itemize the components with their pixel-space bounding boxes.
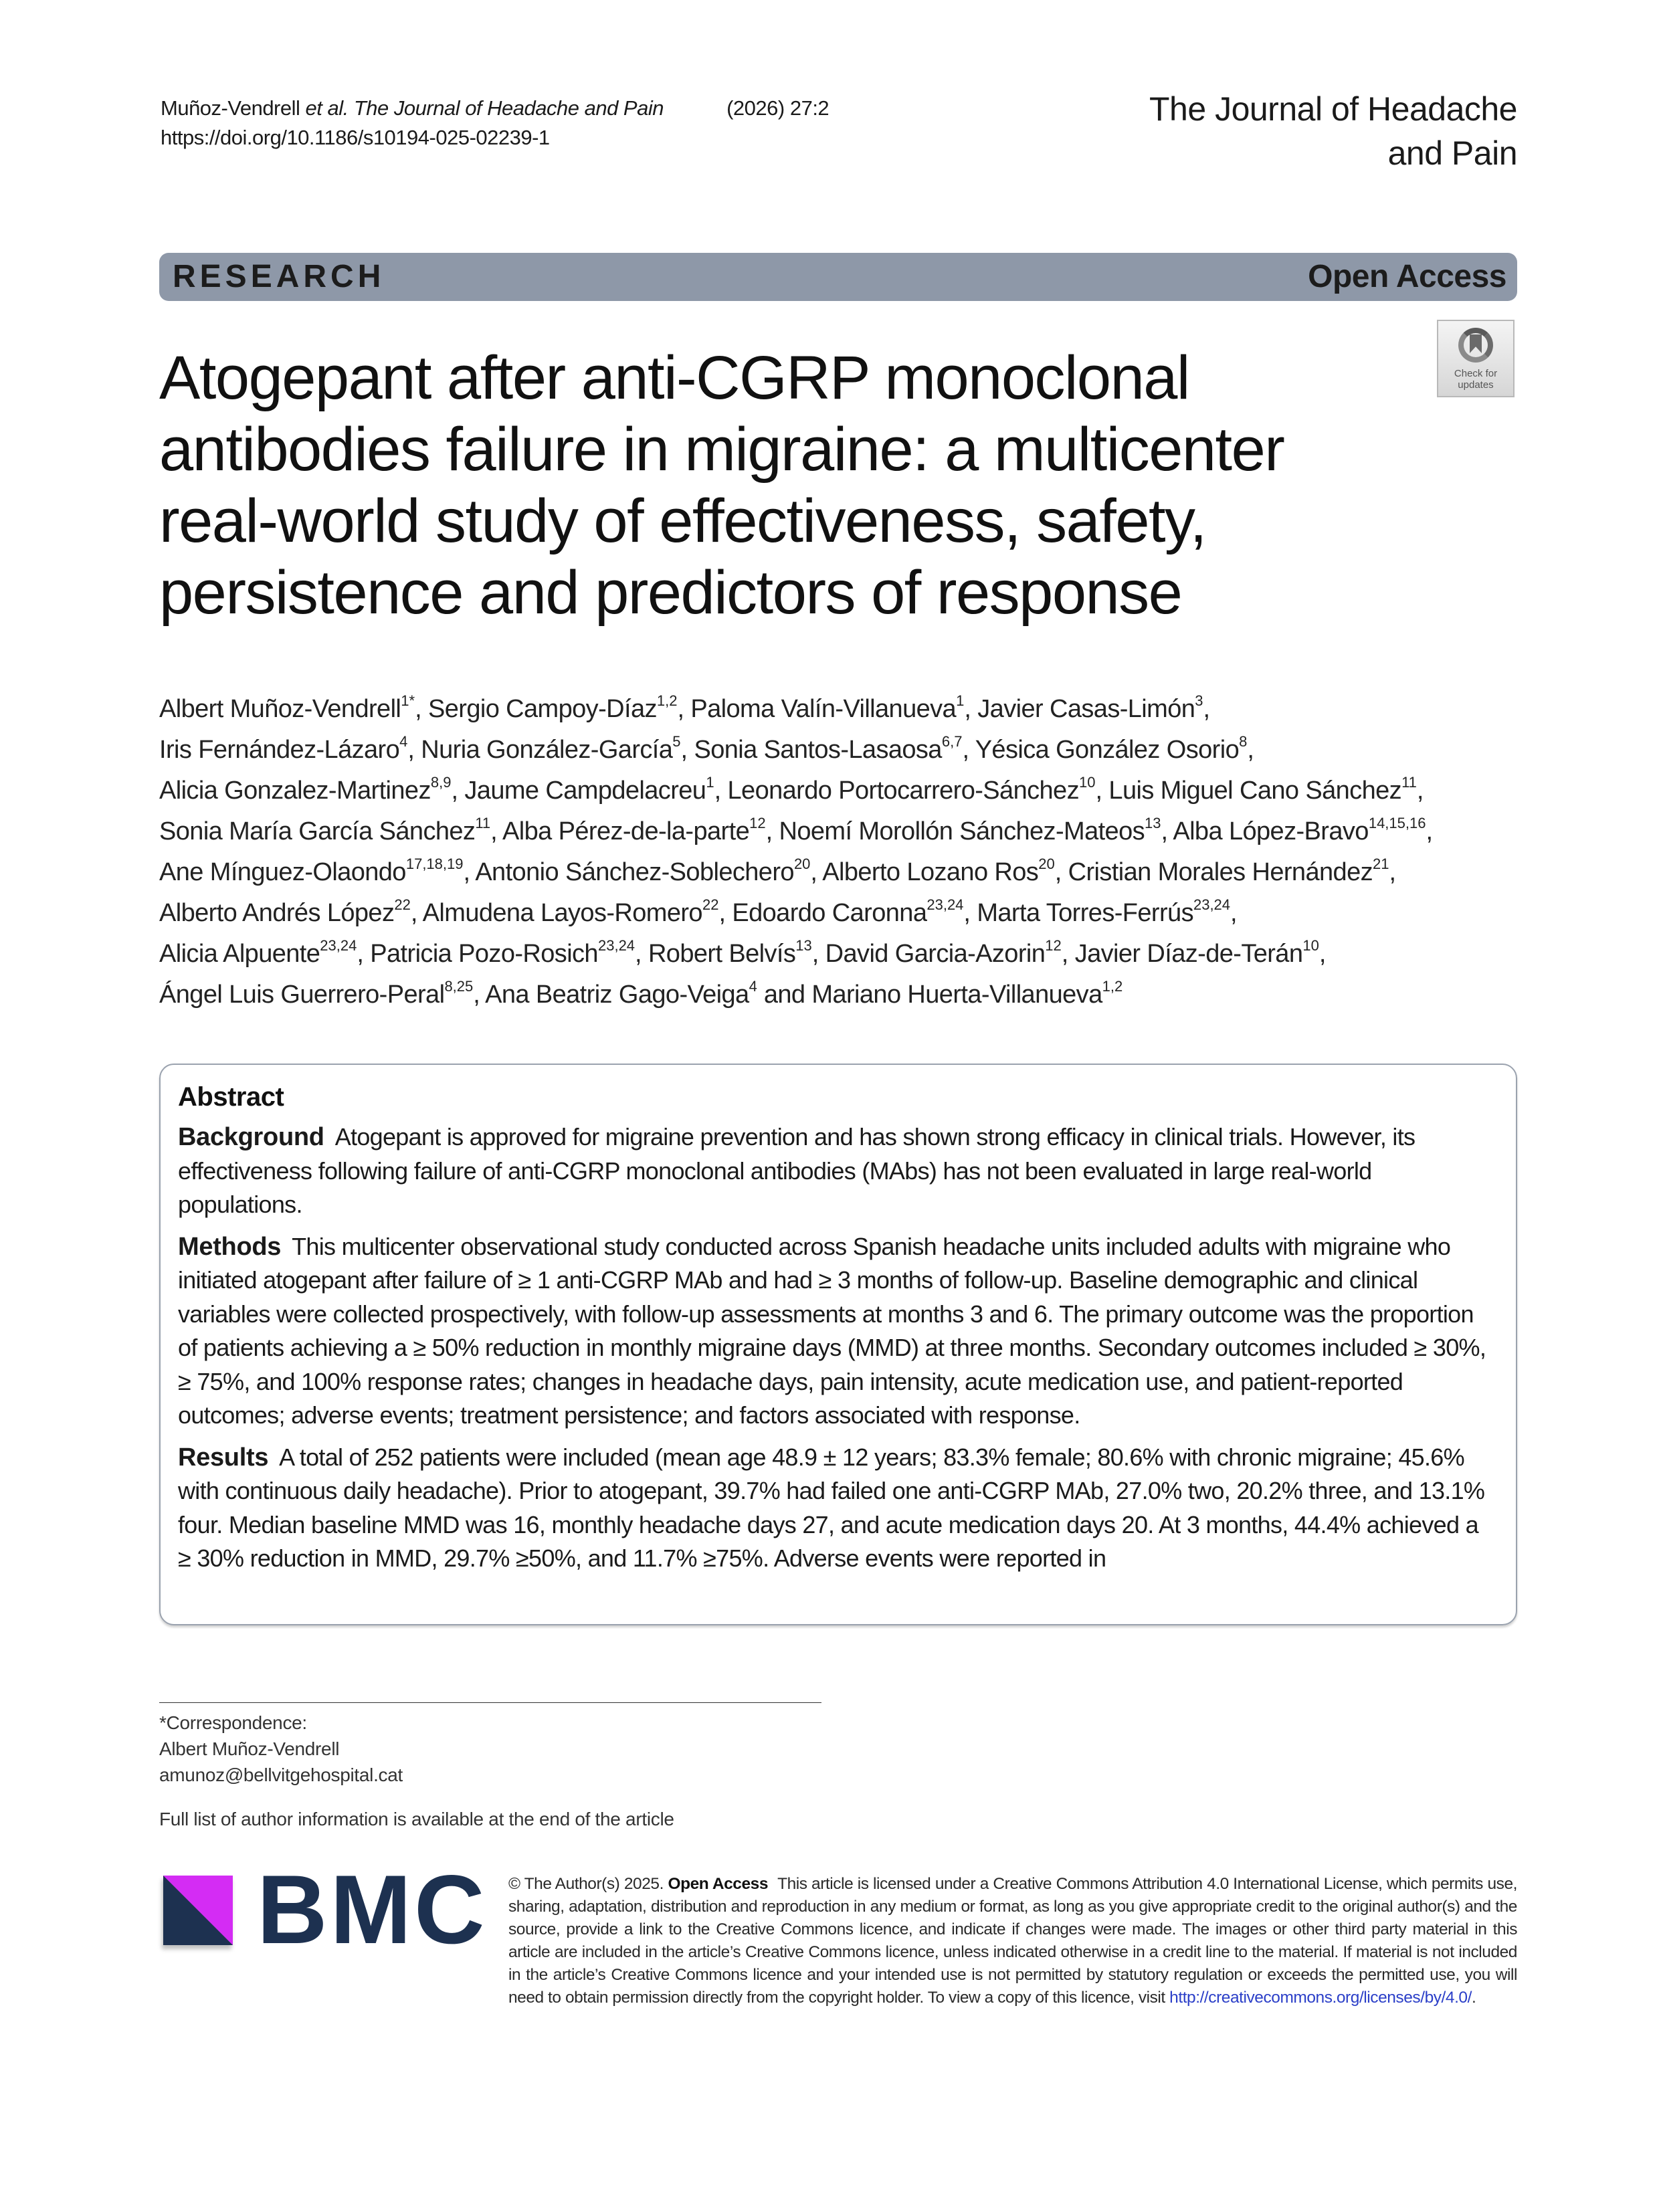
bmc-wordmark: BMC <box>257 1855 488 1964</box>
abstract-content <box>178 1082 1489 1584</box>
check-for-updates-label <box>1438 368 1513 391</box>
author[interactable]: Leonardo Portocarrero-Sánchez$^{10}$ <box>727 774 1096 805</box>
abstract-heading: Abstract <box>178 1082 284 1112</box>
author[interactable]: Noemí Morollón Sánchez-Mateos$^{13}$ <box>779 815 1161 845</box>
correspondence-email[interactable]: amunoz@bellvitgehospital.cat <box>159 1765 403 1785</box>
author[interactable]: Jaume Campdelacreu$^1$ <box>464 774 714 805</box>
author-line: Alicia Alpuente$^{23,24}$, Patricia Pozo-Rosich$^{23,24}$, Robert Belvís$^{13}$, David Garcia-Azorin$^{12}$, Javier Díaz-de-Terán$^{10}$, <box>159 937 1326 968</box>
section-label: Methods <box>178 1232 282 1261</box>
author[interactable]: Ane Mínguez-Olaondo$^{17,18,19}$ <box>159 856 464 886</box>
section-label: Results <box>178 1443 269 1472</box>
author[interactable]: Mariano Huerta-Villanueva$^{1,2}$ <box>811 978 1123 1009</box>
bmc-logo[interactable] <box>163 1855 488 1969</box>
author[interactable]: Alba López-Bravo$^{14,15,16}$ <box>1173 815 1426 845</box>
author-list <box>159 689 1524 1015</box>
doi-link[interactable]: https://doi.org/10.1186/s10194-025-02239-1 <box>161 126 550 149</box>
author[interactable]: Alberto Lozano Ros$^{20}$ <box>822 856 1055 886</box>
full-author-info-note: Full list of author information is available at the end of the article <box>159 1809 674 1829</box>
author[interactable]: Almudena Layos-Romero$^{22}$ <box>422 896 719 927</box>
abstract-section-background <box>178 1120 1489 1222</box>
license-statement <box>508 1873 1517 2009</box>
volume-info: (2026) 27:2 <box>726 96 830 120</box>
author[interactable]: Luis Miguel Cano Sánchez$^{11}$ <box>1108 774 1417 805</box>
section-text: Atogepant is approved for migraine prevention and has shown strong efficacy in clinical trials. However, its effectiveness following failure of anti-CGRP monoclonal antibodies (MAbs) has not been evaluated in large real-world populations. <box>178 1123 1416 1218</box>
title-line: persistence and predictors of response <box>159 559 1182 627</box>
open-access-label: Open Access <box>1308 259 1506 294</box>
author[interactable]: Sonia Santos-Lasaosa$^{6,7}$ <box>694 733 963 764</box>
section-text: This multicenter observational study conducted across Spanish headache units included adults with migraine who initiated atogepant after failure of ≥ 1 anti-CGRP MAb and had ≥ 3 months of follow-up. Baseline demographic and clinical variables were collected prospectively, with follow-up assessments at months 3 and 6. The primary outcome was the proportion of patients achieving a ≥ 50% reduction in monthly migraine days (MMD) at three months. Secondary outcomes included ≥ 30%, ≥ 75%, and 100% response rates; changes in headache days, pain intensity, acute medication use, and patient-reported outcomes; adverse events; treatment persistence; and factors associated with response. <box>178 1232 1486 1429</box>
license-text: This article is licensed under a Creative Commons Attribution 4.0 International License, which permits use, sharing, adaptation, distribution and reproduction in any medium or format, as long as you give appropriate credit to the original author(s) and the source, provide a link to the Creative Commons licence, and indicate if changes were made. The images or other third party material in this article are included in the article’s Creative Commons licence, unless indicated otherwise in a credit line to the material. If material is not included in the article’s Creative Commons licence and your intended use is not permitted by statutory regulation or exceeds the permitted use, you will need to obtain permission directly from the copyright holder. To view a copy of this licence, visit <box>508 1875 1517 2007</box>
copyright: © The Author(s) 2025. <box>508 1875 664 1893</box>
section-text: A total of 252 patients were included (mean age 48.9 ± 12 years; 83.3% female; 80.6% with chronic migraine; 45.6% with continuous daily headache). Prior to atogepant, 39.7% had failed one anti-CGRP MAb, 27.0% two, 20.2% three, and 13.1% four. Median baseline MMD was 16, monthly headache days 27, and acute medication days 20. At 3 months, 44.4% achieved a ≥ 30% reduction in MMD, 29.7% ≥50%, and 11.7% ≥75%. Adverse events were reported in <box>178 1443 1485 1572</box>
abstract-section-methods <box>178 1230 1489 1433</box>
title-line: real-world study of effectiveness, safety, <box>159 487 1206 555</box>
correspondence <box>159 1710 403 1788</box>
journal-italic: The Journal of Headache and Pain <box>353 96 664 120</box>
author[interactable]: Ángel Luis Guerrero-Peral$^{8,25}$ <box>159 978 474 1009</box>
author[interactable]: Sonia María García Sánchez$^{11}$ <box>159 815 491 845</box>
author-line: Ane Mínguez-Olaondo$^{17,18,19}$, Antonio Sánchez-Soblechero$^{20}$, Alberto Lozano Ros$^{20}$, Cristian Morales Hernández$^{21}$, <box>159 856 1396 886</box>
running-author: Muñoz-Vendrell <box>161 96 300 120</box>
title-line: antibodies failure in migraine: a multicenter <box>159 415 1284 484</box>
author-line: Sonia María García Sánchez$^{11}$, Alba Pérez-de-la-parte$^{12}$, Noemí Morollón Sánchez-Mateos$^{13}$, Alba López-Bravo$^{14,15,16}$, <box>159 815 1433 845</box>
author[interactable]: Alba Pérez-de-la-parte$^{12}$ <box>502 815 766 845</box>
author-line: Alberto Andrés López$^{22}$, Almudena Layos-Romero$^{22}$, Edoardo Caronna$^{23,24}$, Marta Torres-Ferrús$^{23,24}$, <box>159 896 1237 927</box>
author[interactable]: Sergio Campoy-Díaz$^{1,2}$ <box>427 692 678 723</box>
author[interactable]: Ana Beatriz Gago-Veiga$^4$ <box>485 978 757 1009</box>
author[interactable]: Patricia Pozo-Rosich$^{23,24}$ <box>370 937 636 968</box>
article-title <box>159 342 1417 629</box>
author-and-separator: and <box>757 981 812 1009</box>
license-open-access-label: Open Access <box>668 1875 768 1893</box>
abstract-section-results <box>178 1441 1489 1576</box>
author-line: Ángel Luis Guerrero-Peral$^{8,25}$, Ana Beatriz Gago-Veiga$^4$ and Mariano Huerta-Villanueva$^{1,2}$ <box>159 978 1123 1009</box>
check-updates-line-1: Check for <box>1454 368 1498 379</box>
et-al: et al. <box>305 96 349 120</box>
author[interactable]: Antonio Sánchez-Soblechero$^{20}$ <box>475 856 811 886</box>
license-link[interactable]: http://creativecommons.org/licenses/by/4.0/ <box>1169 1989 1472 2007</box>
author[interactable]: Iris Fernández-Lázaro$^4$ <box>159 733 408 764</box>
author[interactable]: Alicia Gonzalez-Martinez$^{8,9}$ <box>159 774 452 805</box>
section-label: Background <box>178 1123 324 1151</box>
author[interactable]: Marta Torres-Ferrús$^{23,24}$ <box>977 896 1231 927</box>
footnote-divider <box>159 1702 821 1703</box>
bmc-square-icon <box>163 1876 233 1945</box>
author[interactable]: Paloma Valín-Villanueva$^1$ <box>690 692 965 723</box>
author[interactable]: Robert Belvís$^{13}$ <box>648 937 812 968</box>
author-line: Albert Muñoz-Vendrell$^{1*}$, Sergio Campoy-Díaz$^{1,2}$, Paloma Valín-Villanueva$^1$, Javier Casas-Limón$^3$, <box>159 692 1210 723</box>
running-header <box>161 94 829 153</box>
journal-name <box>1049 87 1517 175</box>
correspondence-name: Albert Muñoz-Vendrell <box>159 1738 340 1759</box>
abstract-box <box>159 1064 1517 1625</box>
article-type-banner <box>159 253 1517 301</box>
correspondence-label: *Correspondence: <box>159 1712 307 1733</box>
author[interactable]: Alberto Andrés López$^{22}$ <box>159 896 411 927</box>
author[interactable]: Alicia Alpuente$^{23,24}$ <box>159 937 357 968</box>
author[interactable]: Nuria González-García$^5$ <box>421 733 681 764</box>
author[interactable]: Cristian Morales Hernández$^{21}$ <box>1068 856 1389 886</box>
title-line: Atogepant after anti-CGRP monoclonal <box>159 344 1189 412</box>
license-trailing: . <box>1471 1989 1476 2007</box>
author[interactable]: Albert Muñoz-Vendrell$^{1*}$ <box>159 692 415 723</box>
check-for-updates-button[interactable] <box>1437 320 1515 397</box>
author-line: Alicia Gonzalez-Martinez$^{8,9}$, Jaume Campdelacreu$^1$, Leonardo Portocarrero-Sánchez$^{10}$, Luis Miguel Cano Sánchez$^{11}$, <box>159 774 1424 805</box>
author[interactable]: Yésica González Osorio$^8$ <box>975 733 1248 764</box>
citation-line <box>161 94 829 123</box>
journal-name-line-1: The Journal of Headache <box>1149 90 1517 128</box>
check-updates-line-2: updates <box>1458 379 1494 391</box>
author[interactable]: Edoardo Caronna$^{23,24}$ <box>732 896 964 927</box>
author-line: Iris Fernández-Lázaro$^4$, Nuria González-García$^5$, Sonia Santos-Lasaosa$^{6,7}$, Yésica González Osorio$^8$, <box>159 733 1254 764</box>
author[interactable]: Javier Casas-Limón$^3$ <box>977 692 1203 723</box>
author[interactable]: Javier Díaz-de-Terán$^{10}$ <box>1074 937 1319 968</box>
journal-name-line-2: and Pain <box>1387 134 1517 172</box>
article-type-label: RESEARCH <box>173 259 385 294</box>
author[interactable]: David Garcia-Azorin$^{12}$ <box>825 937 1062 968</box>
